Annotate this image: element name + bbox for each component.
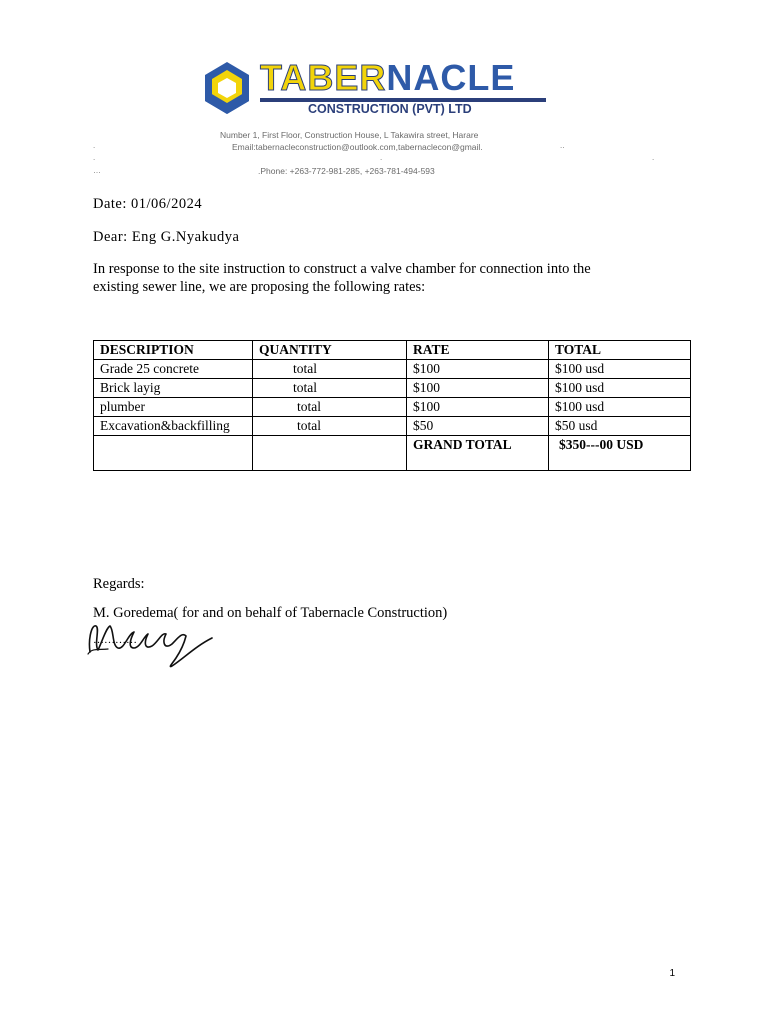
company-phone: .Phone: +263-772-981-285, +263-781-494-593 (258, 166, 435, 176)
cell-rate: $100 (407, 379, 549, 398)
page-number: 1 (669, 968, 675, 979)
logo-word-taber: TABER (260, 57, 387, 98)
header-total: TOTAL (549, 341, 691, 360)
divider-dot: . (93, 153, 96, 162)
signature-dotted-line: ………… (93, 634, 137, 646)
cell-description: Excavation&backfilling (94, 417, 253, 436)
divider-dot: . (652, 153, 655, 162)
table-row (94, 379, 691, 398)
cell-total: $50 usd (549, 417, 691, 436)
cell-quantity: total (253, 379, 407, 398)
cell-description: plumber (94, 398, 253, 417)
cell-quantity: total (253, 417, 407, 436)
logo-word-nacle: NACLE (386, 57, 516, 98)
divider-dot: … (93, 166, 101, 175)
cell-total: $100 usd (549, 379, 691, 398)
header-quantity: QUANTITY (253, 341, 407, 360)
cell-description: Brick layig (94, 379, 253, 398)
grand-total-row (94, 436, 691, 471)
header-rate: RATE (407, 341, 549, 360)
table-header-row (94, 341, 691, 360)
cell-quantity: total (253, 398, 407, 417)
logo-wordmark (260, 58, 515, 98)
letter-date: Date: 01/06/2024 (93, 196, 203, 212)
grand-total-label: GRAND TOTAL (407, 436, 549, 471)
cell-rate: $50 (407, 417, 549, 436)
letter-salutation: Dear: Eng G.Nyakudya (93, 229, 240, 245)
letter-closing: Regards: (93, 576, 145, 592)
cell-rate: $100 (407, 398, 549, 417)
rates-table (93, 340, 691, 471)
divider-dot: . (93, 141, 96, 150)
company-email: Email:tabernacleconstruction@outlook.com,tabernaclecon@gmail. (232, 142, 483, 152)
cell-quantity: total (253, 360, 407, 379)
header-description: DESCRIPTION (94, 341, 253, 360)
letter-signatory: M. Goredema( for and on behalf of Tabernacle Construction) (93, 605, 448, 621)
cell-description: Grade 25 concrete (94, 360, 253, 379)
table-row (94, 398, 691, 417)
letter-body-line-2: existing sewer line, we are proposing the following rates: (93, 279, 426, 295)
divider-dot: .. (560, 141, 565, 150)
company-logo (194, 54, 554, 118)
table-row (94, 360, 691, 379)
cell-total: $100 usd (549, 360, 691, 379)
company-address: Number 1, First Floor, Construction House, L Takawira street, Harare (220, 130, 479, 140)
handwritten-signature-icon (84, 618, 218, 670)
table-row (94, 417, 691, 436)
logo-subtitle: CONSTRUCTION (PVT) LTD (308, 102, 472, 116)
divider-dot: . (380, 153, 383, 162)
hexagon-logo-icon (202, 60, 252, 116)
cell-total: $100 usd (549, 398, 691, 417)
cell-empty (94, 436, 253, 471)
letter-body-line-1: In response to the site instruction to construct a valve chamber for connection into the (93, 261, 591, 277)
grand-total-value: $350---00 USD (549, 436, 691, 471)
cell-empty (253, 436, 407, 471)
cell-rate: $100 (407, 360, 549, 379)
